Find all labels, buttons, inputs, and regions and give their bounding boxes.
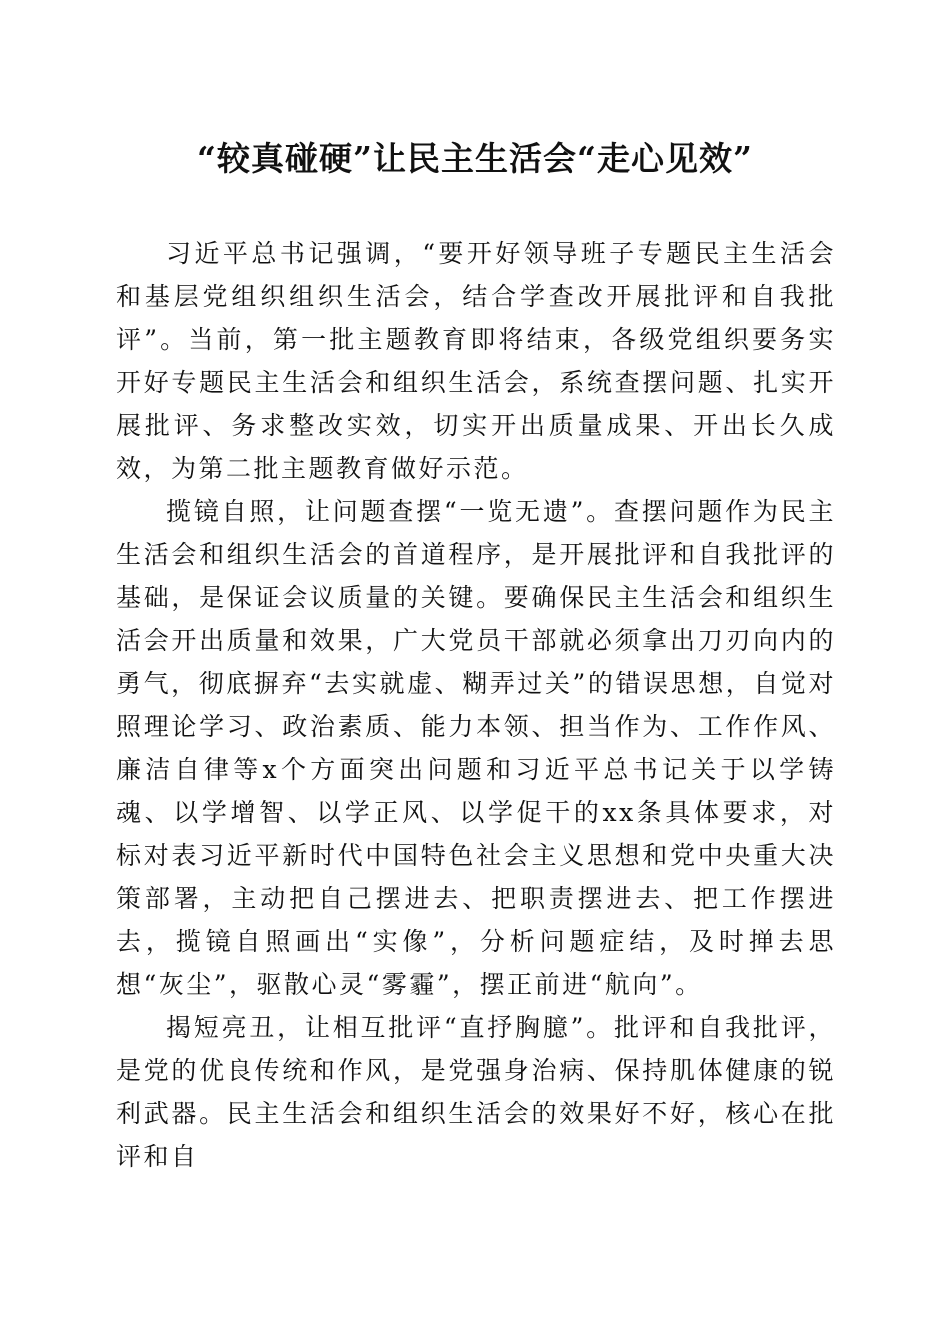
document-body [116, 232, 836, 1178]
paragraph-self-reflection: 揽镜自照，让问题查摆“一览无遗”。查摆问题作为民主生活会和组织生活会的首道程序，是开展批评和自我批评的基础，是保证会议质量的关键。要确保民主生活会和组织生活会开出质量和效果，广大党员干部就必须拿出刀刃向内的勇气，彻底摒弃“去实就虚、糊弄过关”的错误思想，自觉对照理论学习、政治素质、能力本领、担当作为、工作作风、廉洁自律等x个方面突出问题和习近平总书记关于以学铸魂、以学增智、以学正风、以学促干的xx条具体要求，对标对表习近平新时代中国特色社会主义思想和党中央重大决策部署，主动把自己摆进去、把职责摆进去、把工作摆进去，揽镜自照画出“实像”，分析问题症结，及时掸去思想“灰尘”，驱散心灵“雾霾”，摆正前进“航向”。 [116, 497, 836, 999]
paragraph-criticism: 揭短亮丑，让相互批评“直抒胸臆”。批评和自我批评，是党的优良传统和作风，是党强身治病、保持肌体健康的锐利武器。民主生活会和组织生活会的效果好不好，核心在批评和自 [116, 1013, 836, 1171]
document-title: “较真碰硬”让民主生活会“走心见效” [197, 139, 753, 178]
paragraph-intro: 习近平总书记强调，“要开好领导班子专题民主生活会和基层党组织组织生活会，结合学查改开展批评和自我批评”。当前，第一批主题教育即将结束，各级党组织要务实开好专题民主生活会和组织生活会，系统查摆问题、扎实开展批评、务求整改实效，切实开出质量成果、开出长久成效，为第二批主题教育做好示范。 [116, 239, 836, 483]
